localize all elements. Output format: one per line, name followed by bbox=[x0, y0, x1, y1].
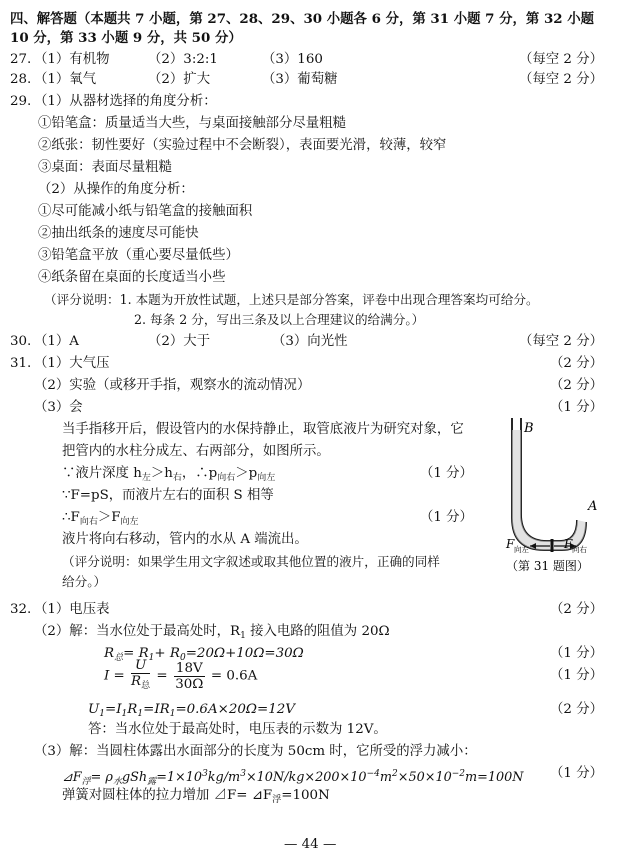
q30-answer-3: （3）向光性 bbox=[272, 334, 348, 349]
q31-text-1: 当手指移开后，假设管内的水保持静止，取管底液片为研究对象，它 bbox=[62, 422, 464, 437]
u-tube-inner bbox=[521, 418, 577, 541]
q32-equation-1: $R_总= R_1+ R_0=20\Omega+10\Omega=30\Omega$ bbox=[104, 646, 304, 663]
q31-answer-3: （3）会 bbox=[34, 400, 83, 415]
page-number: — 44 — bbox=[284, 837, 337, 852]
q32-equation-4: $⊿F_浮= \rho_水gSh_露=1\times 10^3kg/m^3\times 10N/kg\times 200\times 10^{-4}m^2\times 50\times 10^{-2}m=100N$ bbox=[62, 769, 524, 787]
q32-number: 32. bbox=[10, 602, 32, 617]
q30-score: （每空 2 分） bbox=[519, 334, 603, 349]
q32-score-eq4: （1 分） bbox=[550, 766, 603, 781]
q31-score-5: （1 分） bbox=[420, 510, 473, 525]
q28-answer-2: （2）扩大 bbox=[148, 72, 211, 87]
q31-scoring-note-2: 给分。） bbox=[62, 574, 107, 589]
q32-score-eq3: （2 分） bbox=[550, 702, 603, 717]
q31-answer-1: （1）大气压 bbox=[34, 356, 110, 371]
q31-text-5: $\therefore F_{向右}>F_{向左}$ bbox=[62, 510, 139, 527]
q29-scoring-note-1: （评分说明：1. 本题为开放性试题，上述只是部分答案，评卷中出现合理答案均可给分。 bbox=[44, 292, 539, 307]
q29-part-2-item-1: ①尽可能减小纸与铅笔盒的接触面积 bbox=[38, 204, 253, 219]
q28-score: （每空 2 分） bbox=[519, 72, 603, 87]
q32-answer-1: （1）电压表 bbox=[34, 602, 110, 617]
q31-figure bbox=[490, 410, 615, 580]
q27-answer-2: （2）3:2:1 bbox=[148, 52, 218, 67]
q29-part-1-item-2: ②纸张：韧性要好（实验过程中不会断裂），表面要光滑，较薄，较窄 bbox=[38, 138, 447, 153]
q32-score-eq2: （1 分） bbox=[550, 668, 603, 683]
force-left-sub: 向左 bbox=[514, 545, 529, 554]
q29-part-2: （2）从操作的角度分析： bbox=[38, 182, 194, 197]
q32-answer-2: （2）解：当水位处于最高处时，$R_1$ 接入电路的阻值为 20Ω bbox=[34, 624, 390, 641]
q29-part-1-item-1: ①铅笔盒：质量适当大些，与桌面接触部分尽量粗糙 bbox=[38, 116, 346, 131]
q31-number: 31. bbox=[10, 356, 32, 371]
q30-number: 30. bbox=[10, 334, 32, 349]
q31-text-3: ∵液片深度 $h_左>h_右$，$\therefore p_{向右}>p_{向左}$ bbox=[62, 466, 276, 483]
q27-score: （每空 2 分） bbox=[519, 52, 603, 67]
q27-answer-1: （1）有机物 bbox=[34, 52, 110, 67]
q31-score-2: （2 分） bbox=[550, 378, 603, 393]
q28-answer-3: （3）葡萄糖 bbox=[262, 72, 338, 87]
q30-answer-1: （1）A bbox=[34, 334, 79, 349]
figure-caption: （第 31 题图） bbox=[506, 559, 589, 573]
label-a: A bbox=[588, 499, 598, 514]
q31-score-4: （1 分） bbox=[420, 466, 473, 481]
q27-number: 27. bbox=[10, 52, 32, 67]
q31-answer-2: （2）实验（或移开手指，观察水的流动情况） bbox=[34, 378, 311, 393]
q31-text-6: 液片将向右移动，管内的水从 A 端流出。 bbox=[62, 532, 308, 547]
q32-equation-3: $U_1=I_1R_1=IR_1=0.6A\times 20\Omega=12V$ bbox=[88, 702, 295, 719]
q28-number: 28. bbox=[10, 72, 32, 87]
q32-equation-2: I = $\frac{U}{R_总}$ = $\frac{18V}{30\Omega}$ = 0.6A bbox=[104, 658, 258, 692]
q32-score-1: （2 分） bbox=[550, 602, 603, 617]
q32-answer-3: （3）解：当圆柱体露出水面部分的长度为 50cm 时，它所受的浮力减小： bbox=[34, 744, 477, 759]
q29-part-2-item-4: ④纸条留在桌面的长度适当小些 bbox=[38, 270, 226, 285]
force-left-label: F bbox=[506, 537, 515, 551]
q29-part-2-item-3: ③铅笔盒平放（重心要尽量低些） bbox=[38, 248, 239, 263]
q30-answer-2: （2）大于 bbox=[148, 334, 211, 349]
section-header-line-1: 四、解答题（本题共 7 小题，第 27、28、29、30 小题各 6 分，第 31 小题 7 分，第 32 小题 bbox=[10, 11, 595, 27]
q32-score-eq1: （1 分） bbox=[550, 646, 603, 661]
q31-score-1: （2 分） bbox=[550, 356, 603, 371]
q31-text-2: 把管内的水柱分成左、右两部分，如图所示。 bbox=[62, 444, 330, 459]
force-right-label: F bbox=[564, 537, 573, 551]
q31-text-4: ∵F=pS，而液片左右的面积 S 相等 bbox=[62, 488, 274, 503]
section-header-line-2: 10 分，第 33 小题 9 分，共 50 分） bbox=[10, 30, 242, 46]
q31-scoring-note-1: （评分说明：如果学生用文字叙述或取其他位置的液片，正确的同样 bbox=[62, 554, 440, 569]
q27-answer-3: （3）160 bbox=[262, 52, 323, 67]
label-b: B bbox=[524, 421, 534, 436]
q29-number: 29. bbox=[10, 94, 32, 109]
q29-scoring-note-2: 2. 每条 2 分，写出三条及以上合理建议的给满分。） bbox=[134, 312, 425, 327]
q29-part-1-item-3: ③桌面：表面尽量粗糙 bbox=[38, 160, 172, 175]
q28-answer-1: （1）氧气 bbox=[34, 72, 97, 87]
force-right-sub: 向右 bbox=[572, 545, 587, 554]
q32-equation-5: 弹簧对圆柱体的拉力增加 ⊿F= $⊿F_浮=100N$ bbox=[62, 788, 330, 805]
q29-part-1: （1）从器材选择的角度分析： bbox=[34, 94, 217, 109]
q32-answer-statement: 答：当水位处于最高处时，电压表的示数为 12V。 bbox=[88, 722, 387, 737]
q31-score-3: （1 分） bbox=[550, 400, 603, 415]
q29-part-2-item-2: ②抽出纸条的速度尽可能快 bbox=[38, 226, 199, 241]
